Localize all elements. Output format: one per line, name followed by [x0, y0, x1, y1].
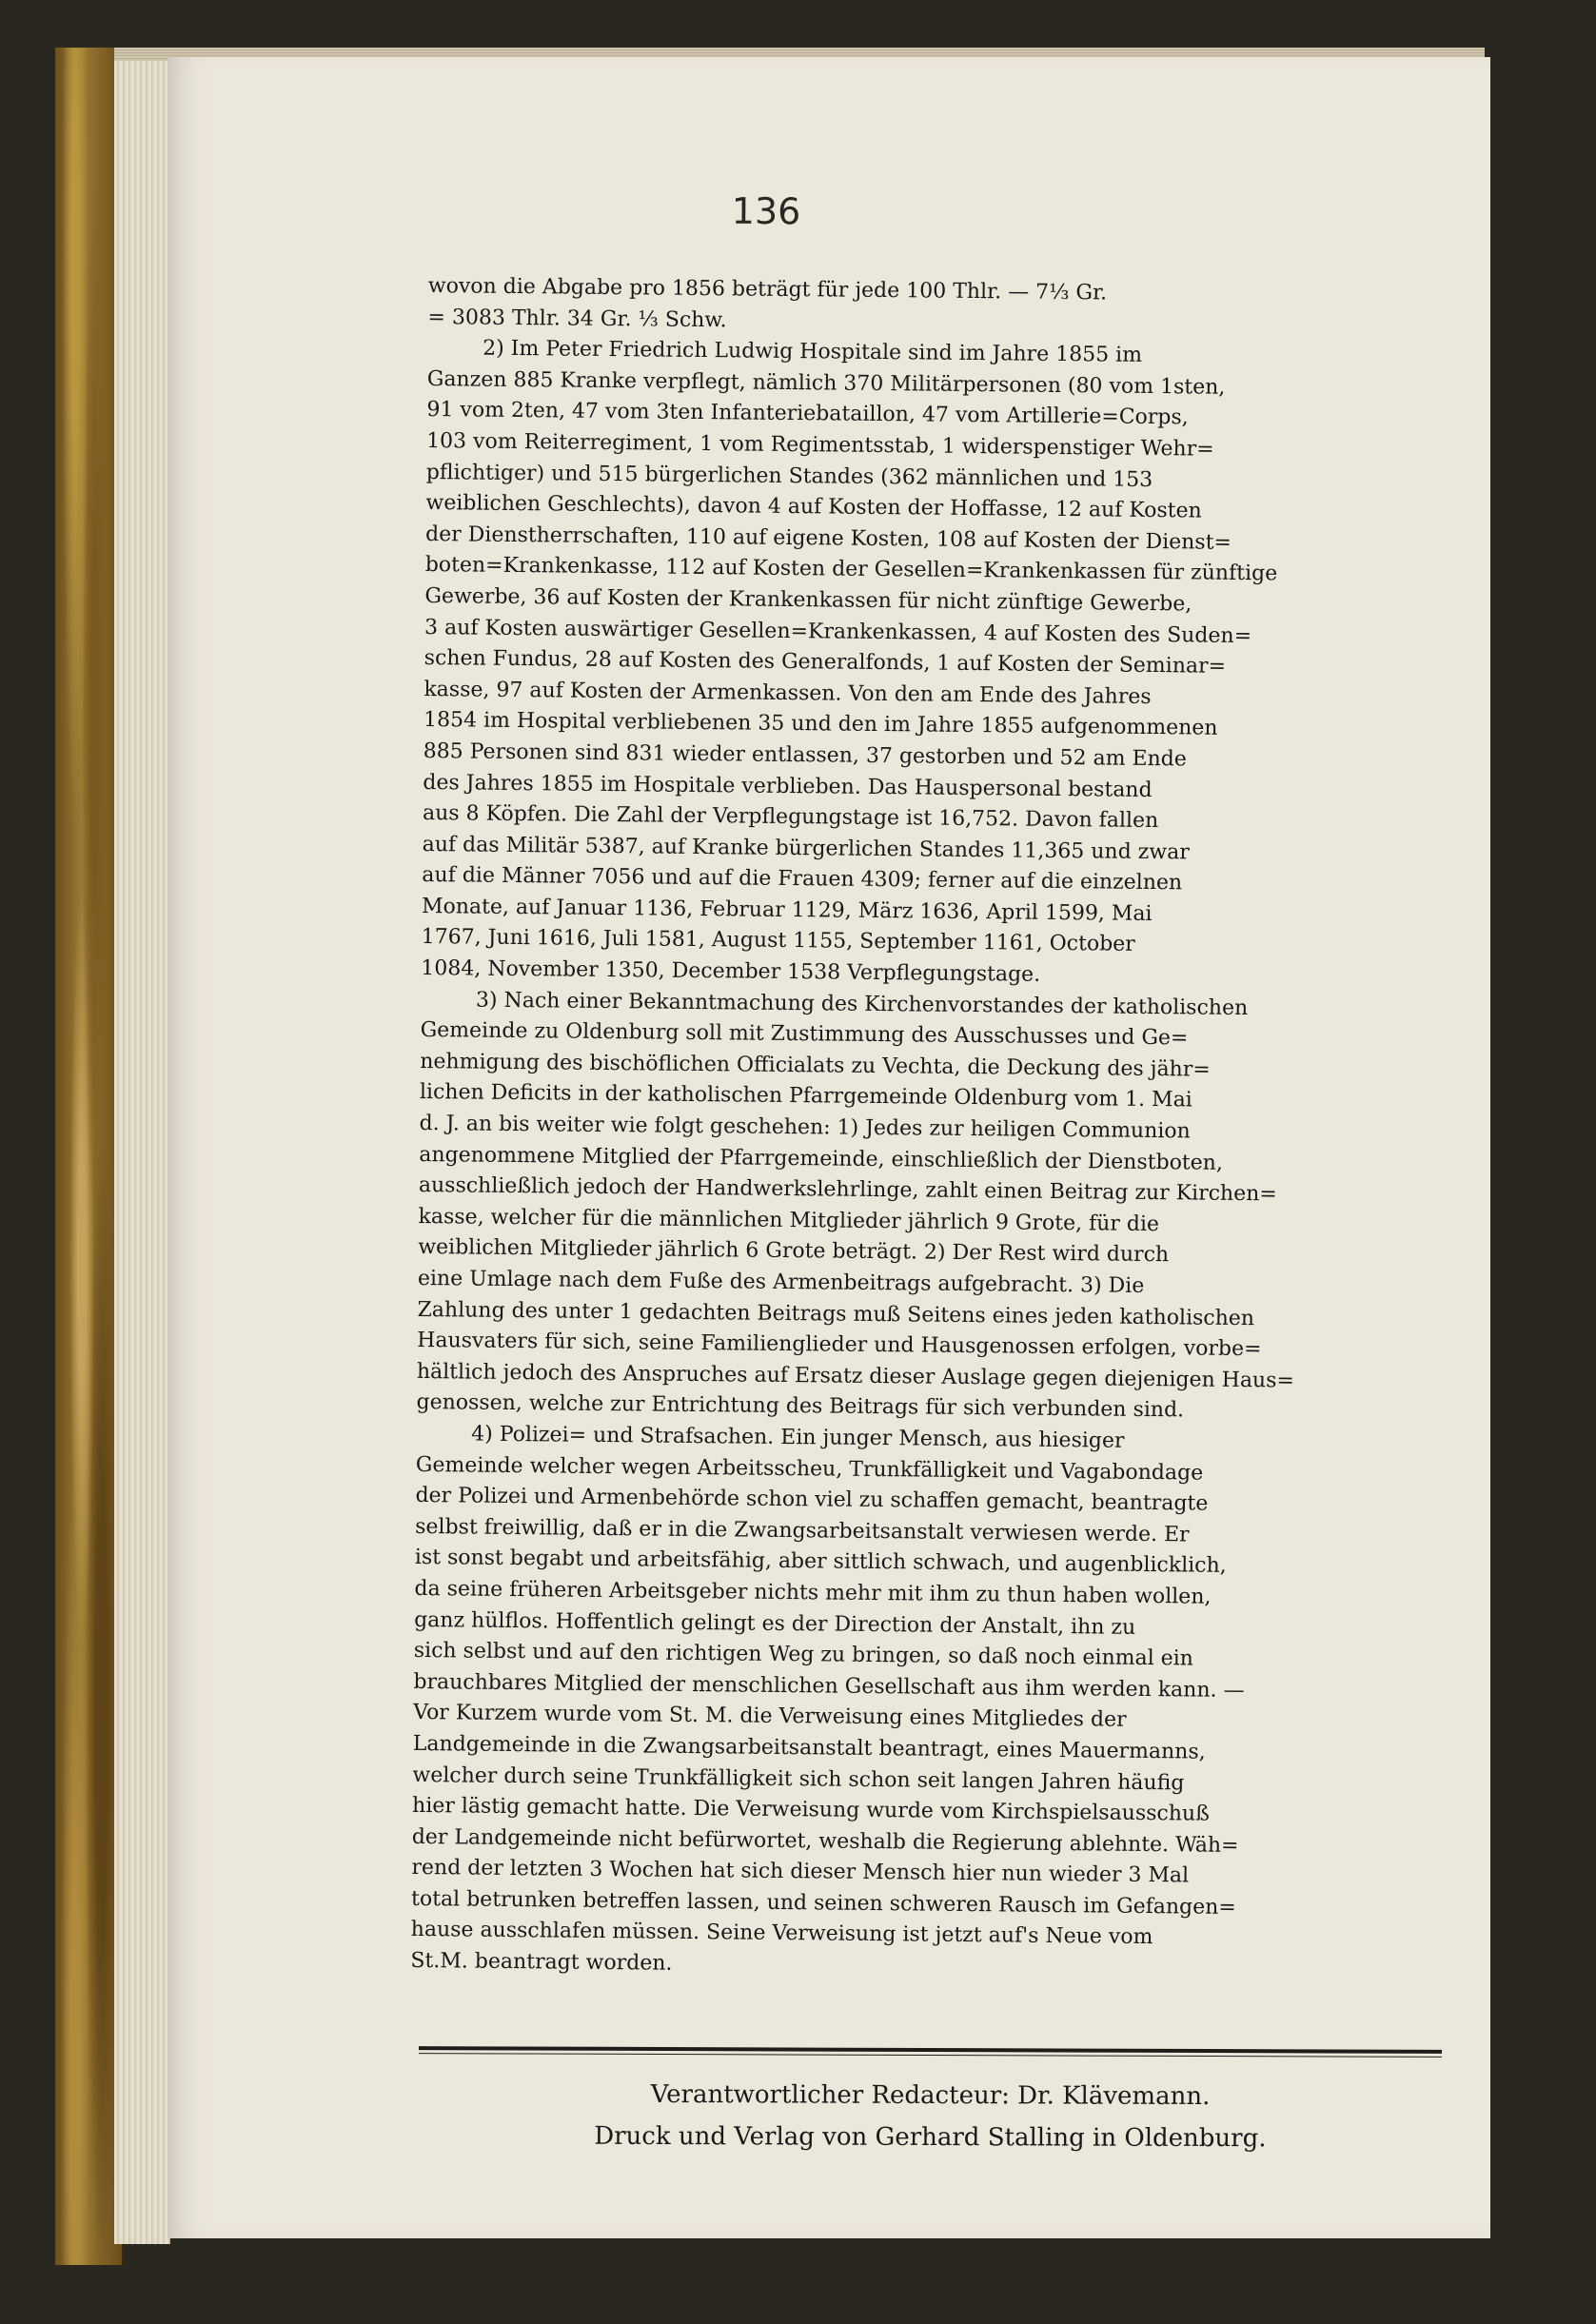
text-line: 3 auf Kosten auswärtiger Gesellen=Krankenkassen, 4 auf Kosten des Suden= [424, 615, 1252, 648]
text-line: pflichtiger) und 515 bürgerlichen Standes (362 männlichen und 153 [425, 460, 1153, 492]
text-line: aus 8 Köpfen. Die Zahl der Verpflegungstage ist 16,752. Davon fallen [422, 801, 1159, 834]
text-line: Vor Kurzem wurde vom St. M. die Verweisung eines Mitgliedes der [413, 1701, 1127, 1733]
text-line: welcher durch seine Trunkfälligkeit sich schon seit langen Jahren häufig [412, 1763, 1185, 1795]
text-line: rend der letzten 3 Wochen hat sich dieser Mensch hier nun wieder 3 Mal [411, 1856, 1190, 1888]
text-line: eine Umlage nach dem Fuße des Armenbeitrags aufgebracht. 3) Die [417, 1266, 1145, 1298]
text-line: 1084, November 1350, December 1538 Verpflegungstage. [421, 956, 1041, 987]
text-line: weiblichen Mitglieder jährlich 6 Grote beträgt. 2) Der Rest wird durch [418, 1235, 1170, 1268]
text-line: Gewerbe, 36 auf Kosten der Krankenkassen für nicht zünftige Gewerbe, [424, 583, 1192, 617]
text-line: wovon die Abgabe pro 1856 beträgt für jede 100 Thlr. — 7⅓ Gr. [427, 273, 1108, 305]
imprint-footer [419, 2073, 1442, 2160]
text-line: hier lästig gemacht hatte. Die Verweisung wurde vom Kirchspielsausschuß [411, 1794, 1210, 1826]
text-line: da seine früheren Arbeitsgeber nichts mehr mit ihm zu thun haben wollen, [414, 1576, 1212, 1609]
text-line: lichen Deficits in der katholischen Pfarrgemeinde Oldenburg vom 1. Mai [419, 1080, 1192, 1113]
text-line: Gemeinde zu Oldenburg soll mit Zustimmung des Ausschusses und Ge= [420, 1018, 1189, 1051]
text-line: genossen, welche zur Entrichtung des Beitrags für sich verbunden sind. [416, 1390, 1185, 1423]
text-line: St.M. beantragt worden. [410, 1948, 673, 1976]
page-number: 136 [731, 189, 801, 233]
text-line: der Polizei und Armenbehörde schon viel zu schaffen gemacht, beantragte [415, 1484, 1209, 1516]
text-line: brauchbares Mitglied der menschlichen Gesellschaft aus ihm werden kann. — [413, 1669, 1245, 1703]
text-line: sich selbst und auf den richtigen Weg zu bringen, so daß noch einmal ein [413, 1639, 1194, 1671]
text-line: schen Fundus, 28 auf Kosten des Generalfonds, 1 auf Kosten der Seminar= [424, 646, 1227, 679]
text-line: boten=Krankenkasse, 112 auf Kosten der Gesellen=Krankenkassen für zünftige [424, 553, 1278, 586]
text-line: 1854 im Hospital verbliebenen 35 und den im Jahre 1855 aufgenommenen [423, 708, 1218, 741]
text-line: d. J. an bis weiter wie folgt geschehen: 1) Jedes zur heiligen Communion [419, 1111, 1191, 1144]
text-line: 1767, Juni 1616, Juli 1581, August 1155, September 1161, October [421, 925, 1135, 957]
text-line: 2) Im Peter Friedrich Ludwig Hospitale sind im Jahre 1855 im [483, 336, 1143, 368]
text-line: kasse, welcher für die männlichen Mitglieder jährlich 9 Grote, für die [418, 1204, 1160, 1236]
text-line: kasse, 97 auf Kosten der Armenkassen. Von den am Ende des Jahres [424, 677, 1152, 709]
text-line: ist sonst begabt und arbeitsfähig, aber sittlich schwach, und augenblicklich, [414, 1546, 1227, 1579]
text-line: 3) Nach einer Bekanntmachung des Kirchenvorstandes der katholischen [475, 988, 1249, 1020]
text-line: Zahlung des unter 1 gedachten Beitrags muß Seitens eines jeden katholischen [417, 1297, 1255, 1330]
text-line: hause ausschlafen müssen. Seine Verweisung ist jetzt auf's Neue vom [410, 1918, 1153, 1950]
text-line: 103 vom Reiterregiment, 1 vom Regimentsstab, 1 widerspenstiger Wehr= [426, 428, 1214, 462]
body-text [410, 271, 1437, 1988]
text-line: ausschließlich jedoch der Handwerkslehrlinge, zahlt einen Beitrag zur Kirchen= [418, 1173, 1277, 1207]
text-line: selbst freiwillig, daß er in die Zwangsarbeitsanstalt verwiesen werde. Er [415, 1514, 1190, 1547]
text-line: 91 vom 2ten, 47 vom 3ten Infanteriebataillon, 47 vom Artillerie=Corps, [426, 398, 1189, 430]
text-line: auf die Männer 7056 und auf die Frauen 4309; ferner auf die einzelnen [422, 863, 1183, 896]
text-line: Hausvaters für sich, seine Familienglieder und Hausgenossen erfolgen, vorbe= [417, 1329, 1262, 1362]
text-line: angenommene Mitglied der Pfarrgemeinde, einschließlich der Dienstboten, [419, 1142, 1224, 1175]
text-line: = 3083 Thlr. 34 Gr. ⅓ Schw. [427, 305, 727, 332]
printer-line: Druck und Verlag von Gerhard Stalling in Oldenburg. [594, 2121, 1267, 2154]
text-line: hältlich jedoch des Anspruches auf Ersatz dieser Auslage gegen diejenigen Haus= [416, 1359, 1295, 1393]
text-line: total betrunken betreffen lassen, und seinen schweren Rausch im Gefangen= [410, 1886, 1236, 1920]
editor-line: Verantwortlicher Redacteur: Dr. Klävemann. [650, 2079, 1211, 2112]
page-block-edges [114, 55, 170, 2244]
text-line: weiblichen Geschlechts), davon 4 auf Kosten der Hoffasse, 12 auf Kosten [425, 491, 1202, 523]
text-line: des Jahres 1855 im Hospitale verblieben. Das Hauspersonal bestand [423, 770, 1153, 802]
text-line: 885 Personen sind 831 wieder entlassen, 37 gestorben und 52 am Ende [423, 739, 1187, 772]
text-line: auf das Militär 5387, auf Kranke bürgerlichen Standes 11,365 und zwar [422, 832, 1190, 865]
text-line: Landgemeinde in die Zwangsarbeitsanstalt beantragt, eines Mauermanns, [412, 1731, 1206, 1764]
text-line: der Landgemeinde nicht befürwortet, weshalb die Regierung ablehnte. Wäh= [411, 1824, 1239, 1858]
text-line: Ganzen 885 Kranke verpflegt, nämlich 370 Militärpersonen (80 vom 1sten, [426, 366, 1226, 400]
text-line: Monate, auf Januar 1136, Februar 1129, März 1636, April 1599, Mai [421, 894, 1153, 926]
text-line: 4) Polizei= und Strafsachen. Ein junger Mensch, aus hiesiger [471, 1422, 1125, 1453]
text-line: Gemeinde welcher wegen Arbeitsscheu, Trunkfälligkeit und Vagabondage [415, 1452, 1204, 1486]
text-line: ganz hülflos. Hoffentlich gelingt es der Direction der Anstalt, ihn zu [414, 1607, 1136, 1640]
text-line: nehmigung des bischöflichen Officialats zu Vechta, die Deckung des jähr= [420, 1049, 1211, 1082]
text-line: der Dienstherrschaften, 110 auf eigene Kosten, 108 auf Kosten der Dienst= [424, 522, 1232, 555]
